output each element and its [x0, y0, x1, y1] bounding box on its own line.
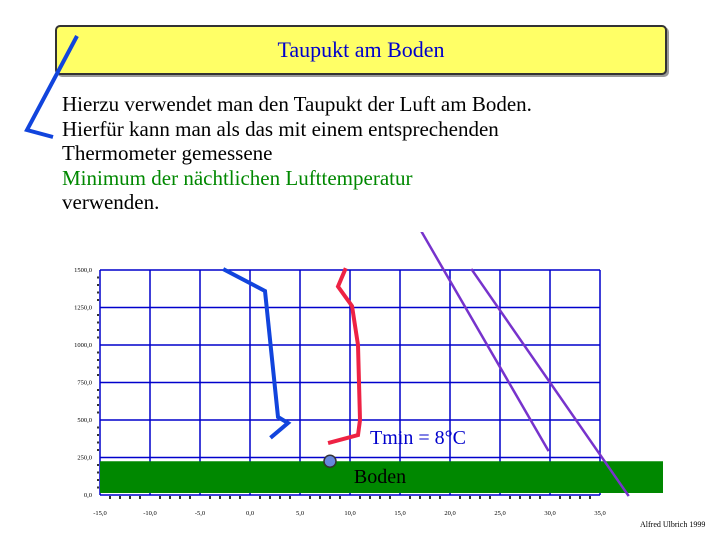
x-minor-tick: [519, 496, 521, 499]
intro-line-3: Thermometer gemessene: [62, 141, 273, 165]
x-tick-label: -15,0: [93, 510, 107, 517]
y-minor-tick: [97, 472, 99, 474]
x-tick-label: 10,0: [344, 510, 356, 517]
y-minor-ticks: [97, 277, 99, 489]
x-minor-tick: [169, 496, 171, 499]
x-minor-tick: [459, 496, 461, 499]
x-minor-tick: [439, 496, 441, 499]
x-tick-label: 15,0: [394, 510, 406, 517]
y-tick-label: 1000,0: [74, 342, 92, 349]
x-tick-label: 35,0: [594, 510, 606, 517]
x-minor-tick: [419, 496, 421, 499]
y-tick-label: 0,0: [83, 492, 92, 499]
y-tick-label: 500,0: [77, 417, 92, 424]
x-minor-tick: [529, 496, 531, 499]
x-minor-tick: [119, 496, 121, 499]
x-minor-tick: [489, 496, 491, 499]
x-minor-tick: [279, 496, 281, 499]
y-minor-tick: [97, 434, 99, 436]
intro-line-2: Hierfür kann man als das mit einem entsprechenden: [62, 116, 499, 141]
x-minor-tick: [469, 496, 471, 499]
y-tick-label: 750,0: [77, 379, 92, 387]
y-tick-label: 250,0: [77, 454, 92, 462]
intro-line-highlight: Minimum der nächtlichen Lufttemperatur: [62, 165, 413, 190]
y-minor-tick: [97, 404, 99, 406]
y-tick-label: 1250,0: [74, 304, 92, 312]
x-minor-tick: [479, 496, 481, 499]
x-minor-tick: [379, 496, 381, 499]
y-minor-tick: [97, 322, 99, 324]
x-tick-label: -10,0: [143, 510, 157, 517]
x-minor-tick: [559, 496, 561, 499]
tmin-annotation: Tmin = 8°C: [370, 427, 466, 449]
y-minor-tick: [97, 479, 99, 481]
x-minor-tick: [229, 496, 231, 499]
y-minor-tick: [97, 449, 99, 451]
x-minor-tick: [209, 496, 211, 499]
x-minor-tick: [179, 496, 181, 499]
x-minor-tick: [569, 496, 571, 499]
y-minor-tick: [97, 389, 99, 391]
y-minor-tick: [97, 442, 99, 444]
x-minor-tick: [329, 496, 331, 499]
y-minor-tick: [97, 299, 99, 301]
x-tick-label: 25,0: [494, 510, 506, 517]
x-minor-tick: [589, 496, 591, 499]
y-minor-tick: [97, 397, 99, 399]
author-credit: Alfred Ulbrich 1999: [640, 520, 706, 529]
x-tick-label: 5,0: [295, 510, 305, 517]
dewpoint-curve: [225, 270, 288, 437]
x-tick-label: 30,0: [544, 510, 556, 517]
x-minor-tick: [109, 496, 111, 499]
y-minor-tick: [97, 464, 99, 466]
y-minor-tick: [97, 412, 99, 414]
y-minor-tick: [97, 374, 99, 376]
x-minor-tick: [579, 496, 581, 499]
temperature-curve: [330, 270, 360, 443]
intro-line-5: verwenden.: [62, 190, 160, 214]
x-minor-tick: [219, 496, 221, 499]
y-minor-tick: [97, 337, 99, 339]
x-tick-label: -5,0: [194, 510, 206, 517]
x-minor-tick: [289, 496, 291, 499]
x-tick-label: 0,0: [245, 510, 255, 517]
x-minor-ticks: [109, 496, 591, 499]
x-minor-tick: [319, 496, 321, 499]
ground-label: Boden: [353, 466, 407, 488]
y-minor-tick: [97, 359, 99, 361]
dry-adiabat-line: [422, 233, 548, 451]
y-minor-tick: [97, 487, 99, 489]
y-minor-tick: [97, 329, 99, 331]
x-minor-tick: [309, 496, 311, 499]
tmin-marker: [324, 455, 336, 467]
x-minor-tick: [509, 496, 511, 499]
x-minor-tick: [259, 496, 261, 499]
x-minor-tick: [239, 496, 241, 499]
x-minor-tick: [359, 496, 361, 499]
x-minor-tick: [409, 496, 411, 499]
y-minor-tick: [97, 277, 99, 279]
x-minor-tick: [369, 496, 371, 499]
x-minor-tick: [339, 496, 341, 499]
x-minor-tick: [429, 496, 431, 499]
y-tick-label: 1500,0: [74, 267, 92, 274]
intro-line-1: Hierzu verwendet man den Taupukt der Luft am Boden.: [62, 92, 532, 116]
x-minor-tick: [139, 496, 141, 499]
dry-adiabat-line: [212, 158, 228, 184]
y-minor-tick: [97, 292, 99, 294]
x-minor-tick: [269, 496, 271, 499]
x-tick-label: 20,0: [444, 510, 456, 517]
slide-title: Taupukt am Boden: [277, 37, 445, 62]
x-minor-tick: [189, 496, 191, 499]
y-minor-tick: [97, 284, 99, 286]
x-minor-tick: [159, 496, 161, 499]
y-minor-tick: [97, 314, 99, 316]
y-minor-tick: [97, 352, 99, 354]
y-minor-tick: [97, 367, 99, 369]
x-minor-tick: [389, 496, 391, 499]
x-minor-tick: [539, 496, 541, 499]
y-minor-tick: [97, 427, 99, 429]
x-minor-tick: [129, 496, 131, 499]
decorative-bracket: [27, 36, 77, 137]
